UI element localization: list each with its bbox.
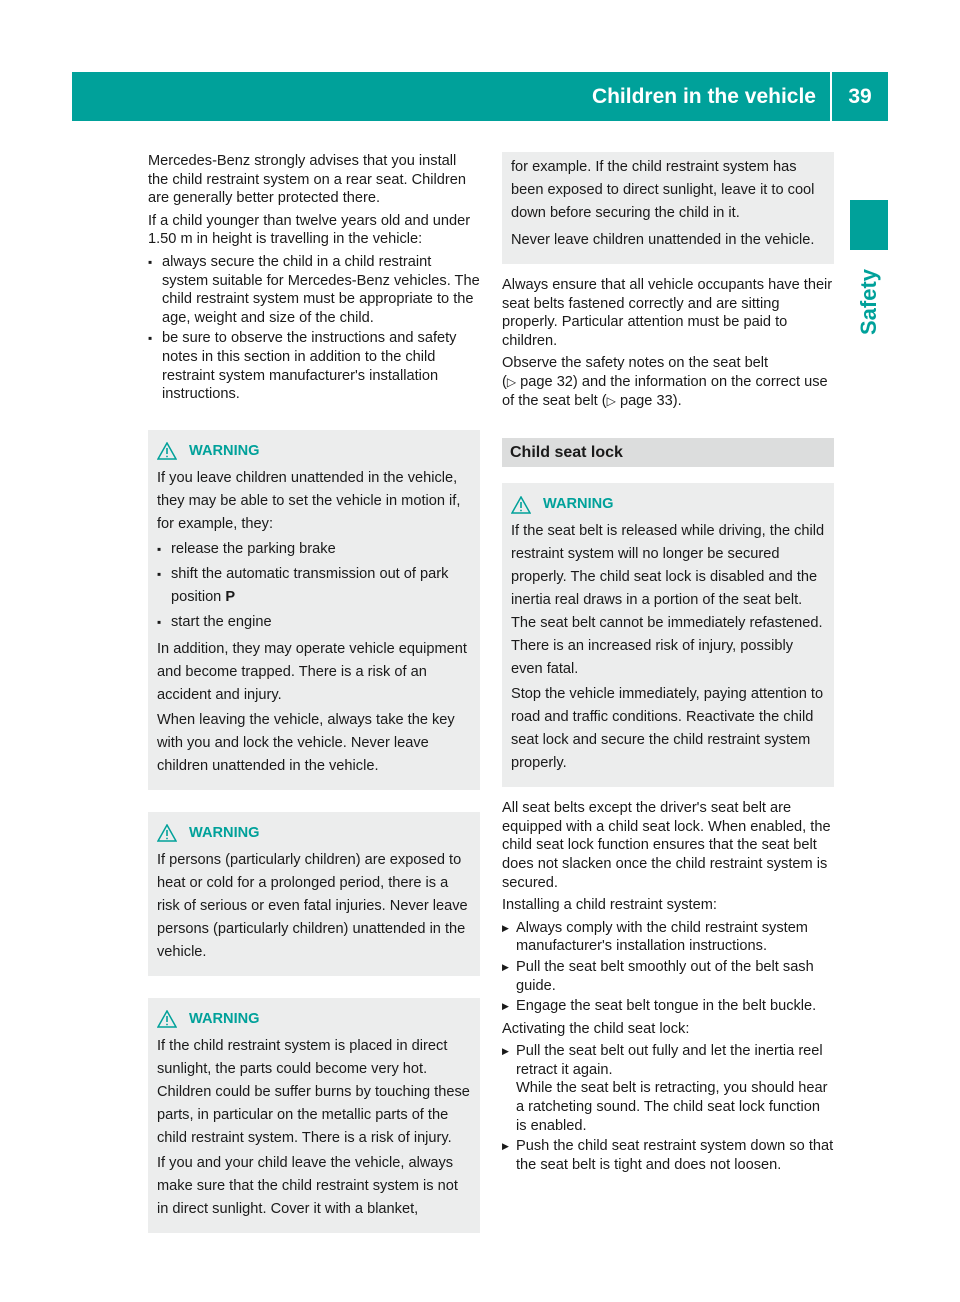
page-number: 39 bbox=[848, 84, 872, 108]
install-steps bbox=[502, 919, 834, 1016]
section-heading: Child seat lock bbox=[502, 438, 834, 467]
section-tab-label: Safety bbox=[856, 268, 882, 336]
section-tab-marker bbox=[850, 200, 888, 250]
page-ref-arrow-icon: ▷ bbox=[506, 374, 517, 389]
right-column bbox=[502, 152, 834, 1178]
intro-bullet-list bbox=[148, 253, 480, 404]
warning-box-heat-cold: WARNING If persons (particularly children) are exposed to heat or cold for a prolonged period, there is a risk of serious or even fatal injuries. Never leave persons (particularly children) unattended in the vehicle. bbox=[148, 812, 480, 976]
warning-box-sunlight: WARNING If the child restraint system is placed in direct sunlight, the parts could become very hot. Children could be suffer burns by touching these parts, in particular on the metallic parts of the child restraint system. There is a risk of injury. If you and your child leave the vehicle, always make sure that the child restraint system is not in direct sunlight. Cover it with a blanket, bbox=[148, 998, 480, 1233]
safety-notes-paragraph: Observe the safety notes on the seat belt (▷ page 32) and the information on the correct use of the seat belt (▷ page 33). bbox=[502, 355, 828, 409]
intro-paragraph: Mercedes-Benz strongly advises that you install the child restraint system on a rear seat. Children are generally better protected there. bbox=[148, 153, 466, 207]
list-item: ▶ Always comply with the child restraint system manufacturer's installation instructions. bbox=[502, 919, 834, 956]
chapter-title: Children in the vehicle bbox=[591, 84, 816, 108]
warning-triangle-icon bbox=[157, 442, 177, 460]
left-column bbox=[148, 152, 480, 1233]
warning-triangle-icon bbox=[511, 496, 531, 514]
warning-box-unattended: WARNING If you leave children unattended in the vehicle, they may be able to set the vehicle in motion if, for example, they: ▪ release the parking brake ▪ shift the automatic transmission out of park position P ▪ start the engine In addition, they may operate vehicle equipment and become trapped. There is a risk of an accident and injury. When leaving the vehicle, always take the key with you and lock the vehicle. Never leave children unattended in the vehicle. bbox=[148, 430, 480, 790]
warning-heading: WARNING bbox=[157, 822, 471, 845]
warning-triangle-icon bbox=[157, 824, 177, 842]
list-item: ▪ always secure the child in a child restraint system suitable for Mercedes-Benz vehicles. The child restraint system must be appropriate to the age, weight and size of the child. bbox=[148, 253, 480, 327]
warning-triangle-icon bbox=[157, 1010, 177, 1028]
list-item: ▶ Pull the seat belt out fully and let the inertia reel retract it again. While the seat belt is retracting, you should hear a ratcheting sound. The child seat lock function is enabled. bbox=[502, 1042, 834, 1135]
install-heading: Installing a child restraint system: bbox=[502, 897, 717, 914]
list-item: ▪ shift the automatic transmission out of park position P bbox=[157, 563, 471, 609]
list-item: ▪ be sure to observe the instructions and safety notes in this section in addition to the child restraint system manufacturer's installation instructions. bbox=[148, 329, 480, 403]
warning-heading: WARNING bbox=[511, 493, 825, 516]
list-item: ▶ Push the child seat restraint system down so that the seat belt is tight and does not loosen. bbox=[502, 1137, 834, 1174]
activate-heading: Activating the child seat lock: bbox=[502, 1020, 690, 1037]
list-item: ▶ Engage the seat belt tongue in the belt buckle. bbox=[502, 997, 834, 1016]
warning-box-continued: for example. If the child restraint system has been exposed to direct sunlight, leave it to cool down before securing the child in it. Never leave children unattended in the vehicle. bbox=[502, 152, 834, 264]
warning-heading: WARNING bbox=[157, 1008, 471, 1031]
list-item: ▶ Pull the seat belt smoothly out of the belt sash guide. bbox=[502, 958, 834, 995]
list-item: ▪ release the parking brake bbox=[157, 538, 471, 561]
page-ref-arrow-icon: ▷ bbox=[606, 393, 616, 408]
warning-box-seat-belt: WARNING If the seat belt is released while driving, the child restraint system will no longer be secured properly. The child seat lock is disabled and the inertia real draws in a portion of the seat belt. The seat belt cannot be immediately refastened. There is an increased risk of injury, possibly even fatal. Stop the vehicle immediately, paying attention to road and traffic conditions. Reactivate the child seat lock and secure the child restraint system properly. bbox=[502, 483, 834, 787]
warning-heading: WARNING bbox=[157, 440, 471, 463]
intro-paragraph-2: If a child younger than twelve years old and under 1.50 m in height is travelling in the vehicle: bbox=[148, 212, 471, 248]
page-header bbox=[72, 72, 888, 121]
list-item: ▪ start the engine bbox=[157, 611, 471, 634]
activate-steps bbox=[502, 1042, 834, 1174]
child-lock-paragraph: All seat belts except the driver's seat belt are equipped with a child seat lock. When enabled, the child seat lock function ensures that the seat belt does not slacken once the child restraint system is secured. bbox=[502, 800, 831, 891]
occupants-paragraph: Always ensure that all vehicle occupants have their seat belts fastened correctly and are sitting properly. Particular attention must be paid to children. bbox=[502, 277, 833, 349]
